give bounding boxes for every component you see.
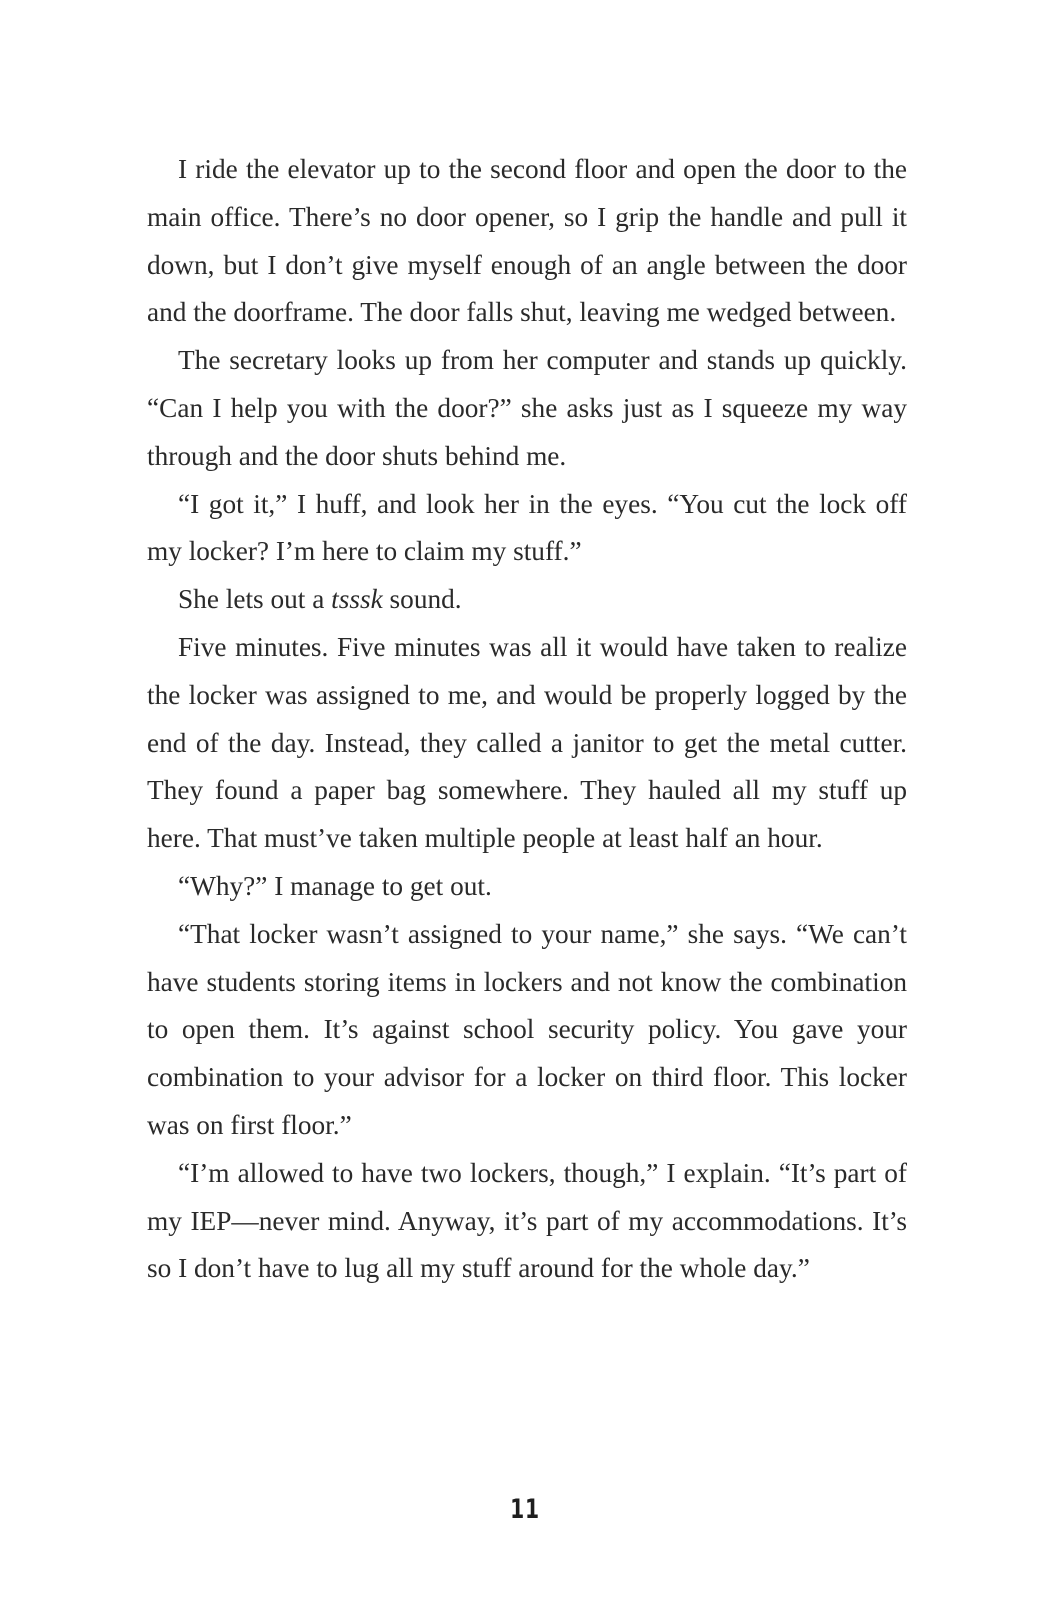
paragraph: “I’m allowed to have two lockers, though,” I explain. “It’s part of my IEP—never mind. Anyway, it’s part of my accommodations. It’s so I don’t have to lug all my stuff around for the whole day.” bbox=[147, 1157, 907, 1284]
page-number: 11 bbox=[510, 1494, 540, 1525]
paragraph-text: sound. bbox=[382, 584, 462, 615]
paragraph-text: She lets out a bbox=[178, 584, 332, 615]
paragraph: Five minutes. Five minutes was all it would have taken to realize the locker was assigned to me, and would be properly logged by the end of the day. Instead, they called a janitor to get the metal cutter. They found a paper bag somewhere. They hauled all my stuff up here. That must’ve taken multiple people at least half an hour. bbox=[147, 631, 907, 854]
italic-sound-word: tsssk bbox=[331, 584, 383, 615]
paragraph: “That locker wasn’t assigned to your name,” she says. “We can’t have students storing items in lockers and not know the combination to open them. It’s against school security policy. You gave your combination to your advisor for a locker on third floor. This locker was on first floor.” bbox=[147, 918, 907, 1140]
paragraph bbox=[147, 576, 907, 624]
page-body bbox=[147, 146, 907, 1293]
paragraph: I ride the elevator up to the second floor and open the door to the main office. There’s no door opener, so I grip the handle and pull it down, but I don’t give myself enough of an angle between the door and the doorframe. The door falls shut, leaving me wedged between. bbox=[147, 154, 907, 328]
paragraph: The secretary looks up from her computer and stands up quickly. “Can I help you with the door?” she asks just as I squeeze my way through and the door shuts behind me. bbox=[147, 345, 907, 471]
paragraph: “Why?” I manage to get out. bbox=[178, 870, 492, 901]
paragraph: “I got it,” I huff, and look her in the eyes. “You cut the lock off my locker? I’m here to claim my stuff.” bbox=[147, 488, 907, 567]
